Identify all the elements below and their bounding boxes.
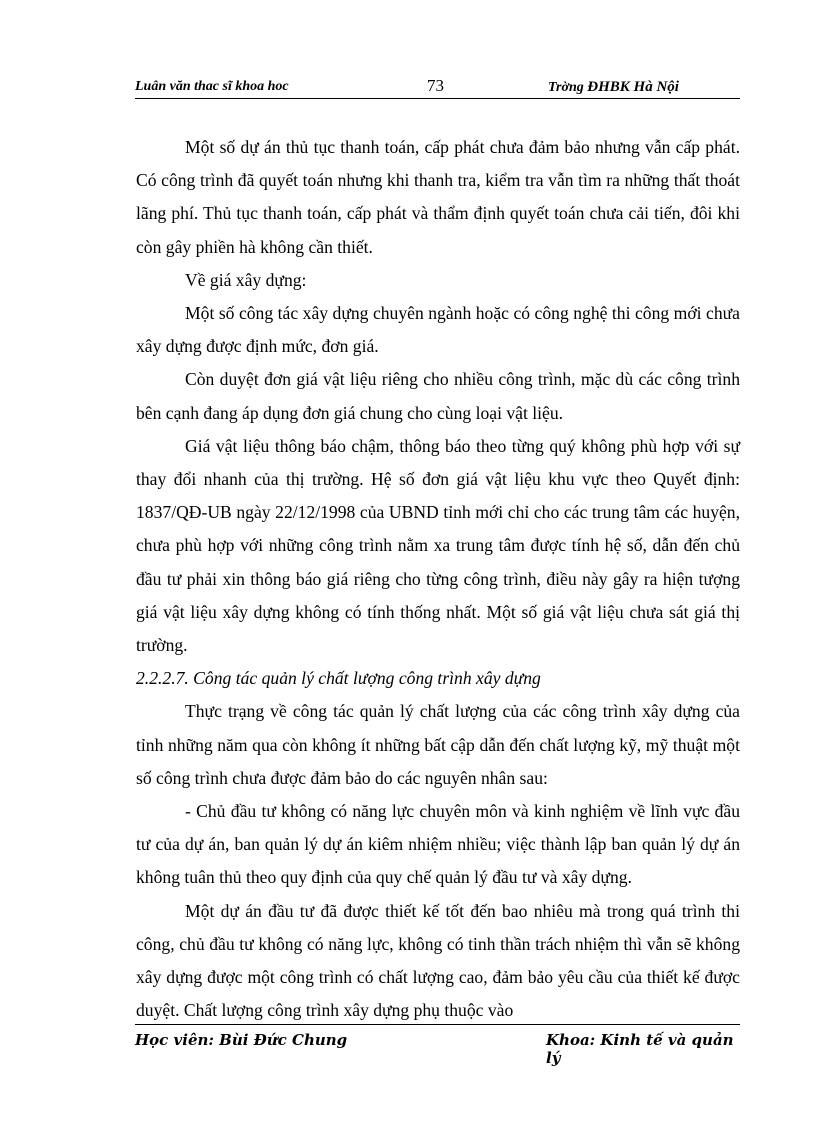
paragraph-payment-procedures: Một số dự án thủ tục thanh toán, cấp phát chưa đảm bảo nhưng vẫn cấp phát. Có công trình đã quyết toán nhưng khi thanh tra, kiểm tra vẫn tìm ra những thất thoát lãng phí. Thủ tục thanh toán, cấp phát và thẩm định quyết toán chưa cải tiến, đôi khi còn gây phiền hà không cần thiết.	[136, 137, 740, 257]
page-header	[135, 76, 740, 99]
paragraph-material-prices: Giá vật liệu thông báo chậm, thông báo theo từng quý không phù hợp với sự thay đổi nhanh của thị trường. Hệ số đơn giá vật liệu khu vực theo Quyết định: 1837/QĐ-UB ngày 22/12/1998 của UBND tỉnh mới chỉ cho các trung tâm các huyện, chưa phù hợp với những công trình nằm xa trung tâm được tính hệ số, dẫn đến chủ đầu tư phải xin thông báo giá riêng cho từng công trình, điều này gây ra hiện tượng giá vật liệu xây dựng không có tính thống nhất. Một số giá vật liệu chưa sát giá thị trường.	[136, 435, 740, 656]
header-university-name: ĐHBK Hà Nội	[587, 79, 679, 95]
paragraph-norms: Một số công tác xây dựng chuyên ngành hoặc có công nghệ thi công mới chưa xây dựng được định mức, đơn giá.	[136, 303, 740, 357]
paragraph-construction-price-heading: Về giá xây dựng:	[185, 269, 307, 290]
header-university-prefix: Trờng	[548, 80, 584, 95]
section-heading-quality-management: 2.2.2.7. Công tác quản lý chất lượng công trình xây dựng	[136, 668, 541, 689]
paragraph-investor-capacity: - Chủ đầu tư không có năng lực chuyên môn và kinh nghiệm về lĩnh vực đầu tư của dự án, ban quản lý dự án kiêm nhiệm nhiều; việc thành lập ban quản lý dự án không tuân thủ theo quy định của quy chế quản lý đầu tư và xây dựng.	[136, 801, 740, 888]
header-thesis-title: Luân văn thac sĩ khoa hoc	[135, 79, 289, 94]
footer-faculty: Khoa: Kinh tế và quản lý	[546, 1031, 734, 1067]
document-body	[136, 131, 740, 1027]
paragraph-project-design: Một dự án đầu tư đã được thiết kế tốt đến bao nhiêu mà trong quá trình thi công, chủ đầu tư không có năng lực, không có tinh thần trách nhiệm thì vẫn sẽ không xây dựng được một công trình có chất lượng cao, đảm bảo yêu cầu của thiết kế được duyệt. Chất lượng công trình xây dựng phụ thuộc vào	[136, 900, 740, 1021]
header-university	[548, 79, 679, 96]
page-number: 73	[427, 76, 444, 95]
page-footer	[135, 1024, 740, 1067]
footer-student: Học viên: Bùi Đức Chung	[135, 1031, 348, 1049]
paragraph-quality-status: Thực trạng về công tác quản lý chất lượng của các công trình xây dựng của tỉnh những năm qua còn không ít những bất cập dẫn đến chất lượng kỹ, mỹ thuật một số công trình chưa được đảm bảo do các nguyên nhân sau:	[136, 701, 740, 788]
paragraph-unit-prices: Còn duyệt đơn giá vật liệu riêng cho nhiều công trình, mặc dù các công trình bên cạnh đang áp dụng đơn giá chung cho cùng loại vật liệu.	[136, 369, 740, 423]
